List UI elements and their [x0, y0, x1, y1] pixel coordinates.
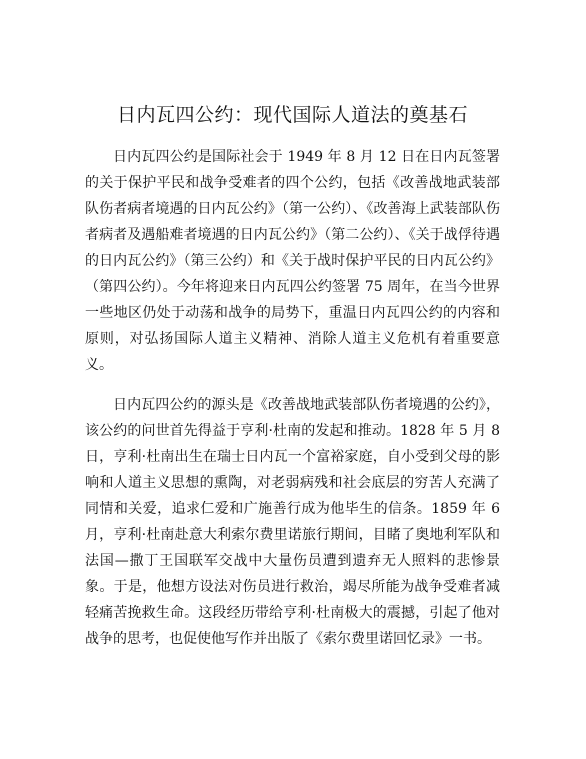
- document-page: [85, 100, 500, 666]
- document-title: 日内瓦四公约：现代国际人道法的奠基石: [116, 104, 468, 126]
- paragraph-intro: 日内瓦四公约是国际社会于 1949 年 8 月 12 日在日内瓦签署的关于保护平民和战争受难者的四个公约，包括《改善战地武装部队伤者病者境遇的日内瓦公约》（第一公约）、《改善海上武装部队伤者病者及遇船难者境遇的日内瓦公约》（第二公约）、《关于战俘待遇的日内瓦公约》（第三公约）和《关于战时保护平民的日内瓦公约》（第四公约）。今年将迎来日内瓦四公约签署 75 周年，在当今世界一些地区仍处于动荡和战争的局势下，重温日内瓦四公约的内容和原则，对弘扬国际人道主义精神、消除人道主义危机有着重要意义。: [85, 149, 500, 373]
- paragraph-origin: 日内瓦四公约的源头是《改善战地武装部队伤者境遇的公约》，该公约的问世首先得益于亨利·杜南的发起和推动。1828 年 5 月 8 日，亨利·杜南出生在瑞士日内瓦一个富裕家庭，自小受到父母的影响和人道主义思想的熏陶，对老弱病残和社会底层的穷苦人充满了同情和关爱，追求仁爱和广施善行成为他毕生的信条。1859 年 6 月，亨利·杜南赴意大利索尔费里诺旅行期间，目睹了奥地利军队和法国—撒丁王国联军交战中大量伤员遭到遗弃无人照料的悲惨景象。于是，他想方设法对伤员进行救治，竭尽所能为战争受难者减轻痛苦挽救生命。这段经历带给亨利·杜南极大的震撼，引起了他对战争的思考，也促使他写作并出版了《索尔费里诺回忆录》一书。: [85, 397, 500, 647]
